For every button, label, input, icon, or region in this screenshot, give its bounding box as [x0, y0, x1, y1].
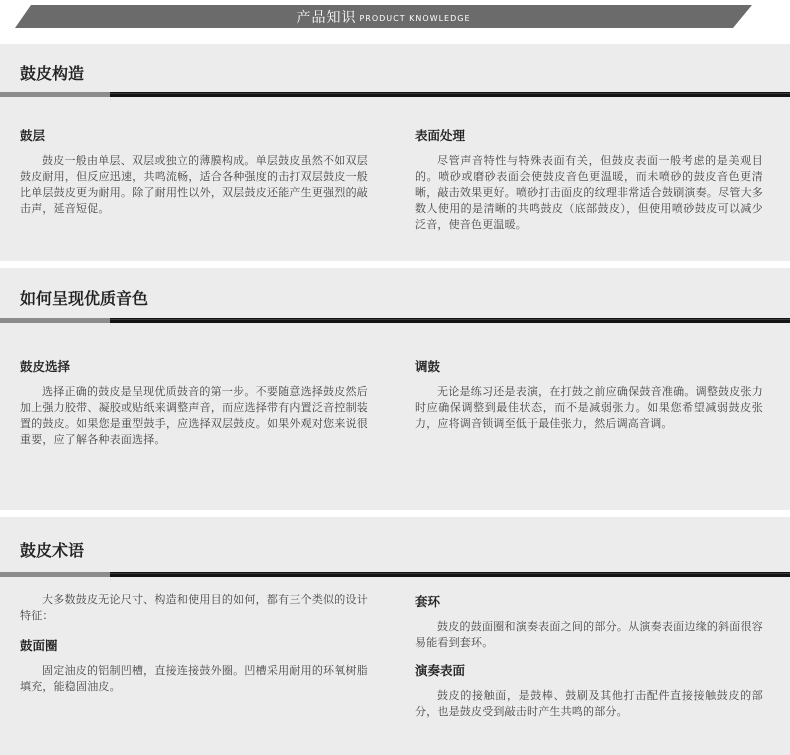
- divider-grey: [0, 92, 110, 97]
- column-left: [20, 357, 368, 448]
- section-quality-tone: [0, 268, 790, 510]
- section-divider: [0, 318, 790, 323]
- paragraph-ring: 鼓皮的鼓面圈和演奏表面之间的部分。从演奏表面边缘的斜面很容易能看到套环。: [415, 620, 763, 649]
- subheading-ring: 套环: [415, 594, 441, 609]
- banner: [15, 5, 752, 28]
- subheading-finish: 表面处理: [415, 128, 466, 143]
- section-title: 如何呈现优质音色: [20, 289, 149, 308]
- section-divider: [0, 92, 790, 97]
- banner-title-en: PRODUCT KNOWLEDGE: [359, 13, 471, 23]
- column-left: [20, 592, 368, 695]
- divider-dark: [110, 572, 790, 577]
- column-right: [415, 357, 763, 432]
- column-right: [415, 126, 763, 233]
- paragraph-finish: 尽管声音特性与特殊表面有关，但鼓皮表面一般考虑的是美观目的。喷砂或磨砂表面会使鼓皮音色更温暖，而未喷砂的鼓皮音色更清晰，敲击效果更好。喷砂打击面皮的纹理非常适合鼓刷演奏。尽管大多数人使用的是清晰的共鸣鼓皮（底部鼓皮），但使用喷砂鼓皮可以减少泛音，使音色更温暖。: [415, 154, 763, 231]
- paragraph-intro: 大多数鼓皮无论尺寸、构造和使用目的如何，都有三个类似的设计特征：: [20, 593, 368, 622]
- divider-grey: [0, 318, 110, 323]
- paragraph-ply: 鼓皮一般由单层、双层或独立的薄膜构成。单层鼓皮虽然不如双层鼓皮耐用，但反应迅速，共鸣流畅，适合各种强度的击打双层鼓皮一般比单层鼓皮更为耐用。除了耐用性以外，双层鼓皮还能产生更强烈的敲击声，延音短促。: [20, 154, 368, 215]
- banner-title: [15, 5, 752, 28]
- banner-title-cn: 产品知识: [296, 9, 357, 26]
- paragraph-tuning: 无论是练习还是表演，在打鼓之前应确保鼓音准确。调整鼓皮张力时应确保调整到最佳状态，而不是减弱张力。如果您希望减弱鼓皮张力，应将调音锁调至低于最佳张力，然后调高音调。: [415, 385, 763, 430]
- section-drumhead-terms: [0, 517, 790, 755]
- column-right: [415, 592, 763, 720]
- subheading-playing-surface: 演奏表面: [415, 663, 466, 678]
- section-drumhead-construction: [0, 44, 790, 261]
- section-title: 鼓皮构造: [20, 64, 85, 83]
- divider-dark: [110, 318, 790, 323]
- column-left: [20, 126, 368, 217]
- subheading-tuning: 调鼓: [415, 359, 441, 374]
- paragraph-playing-surface: 鼓皮的接触面，是鼓棒、鼓刷及其他打击配件直接接触鼓皮的部分，也是鼓皮受到敲击时产生共鸣的部分。: [415, 689, 763, 718]
- section-divider: [0, 572, 790, 577]
- divider-grey: [0, 572, 110, 577]
- subheading-collar: 鼓面圈: [20, 638, 58, 653]
- paragraph-collar: 固定油皮的铝制凹槽，直接连接鼓外圈。凹槽采用耐用的环氧树脂填充，能稳固油皮。: [20, 664, 368, 693]
- section-title: 鼓皮术语: [20, 541, 85, 560]
- paragraph-head-selection: 选择正确的鼓皮是呈现优质鼓音的第一步。不要随意选择鼓皮然后加上强力胶带、凝胶或贴纸来调整声音，而应选择带有内置泛音控制装置的鼓皮。如果您是重型鼓手，应选择双层鼓皮。如果外观对您来说很重要，应了解各种表面选择。: [20, 385, 368, 446]
- divider-dark: [110, 92, 790, 97]
- subheading-ply: 鼓层: [20, 128, 46, 143]
- subheading-head-selection: 鼓皮选择: [20, 359, 71, 374]
